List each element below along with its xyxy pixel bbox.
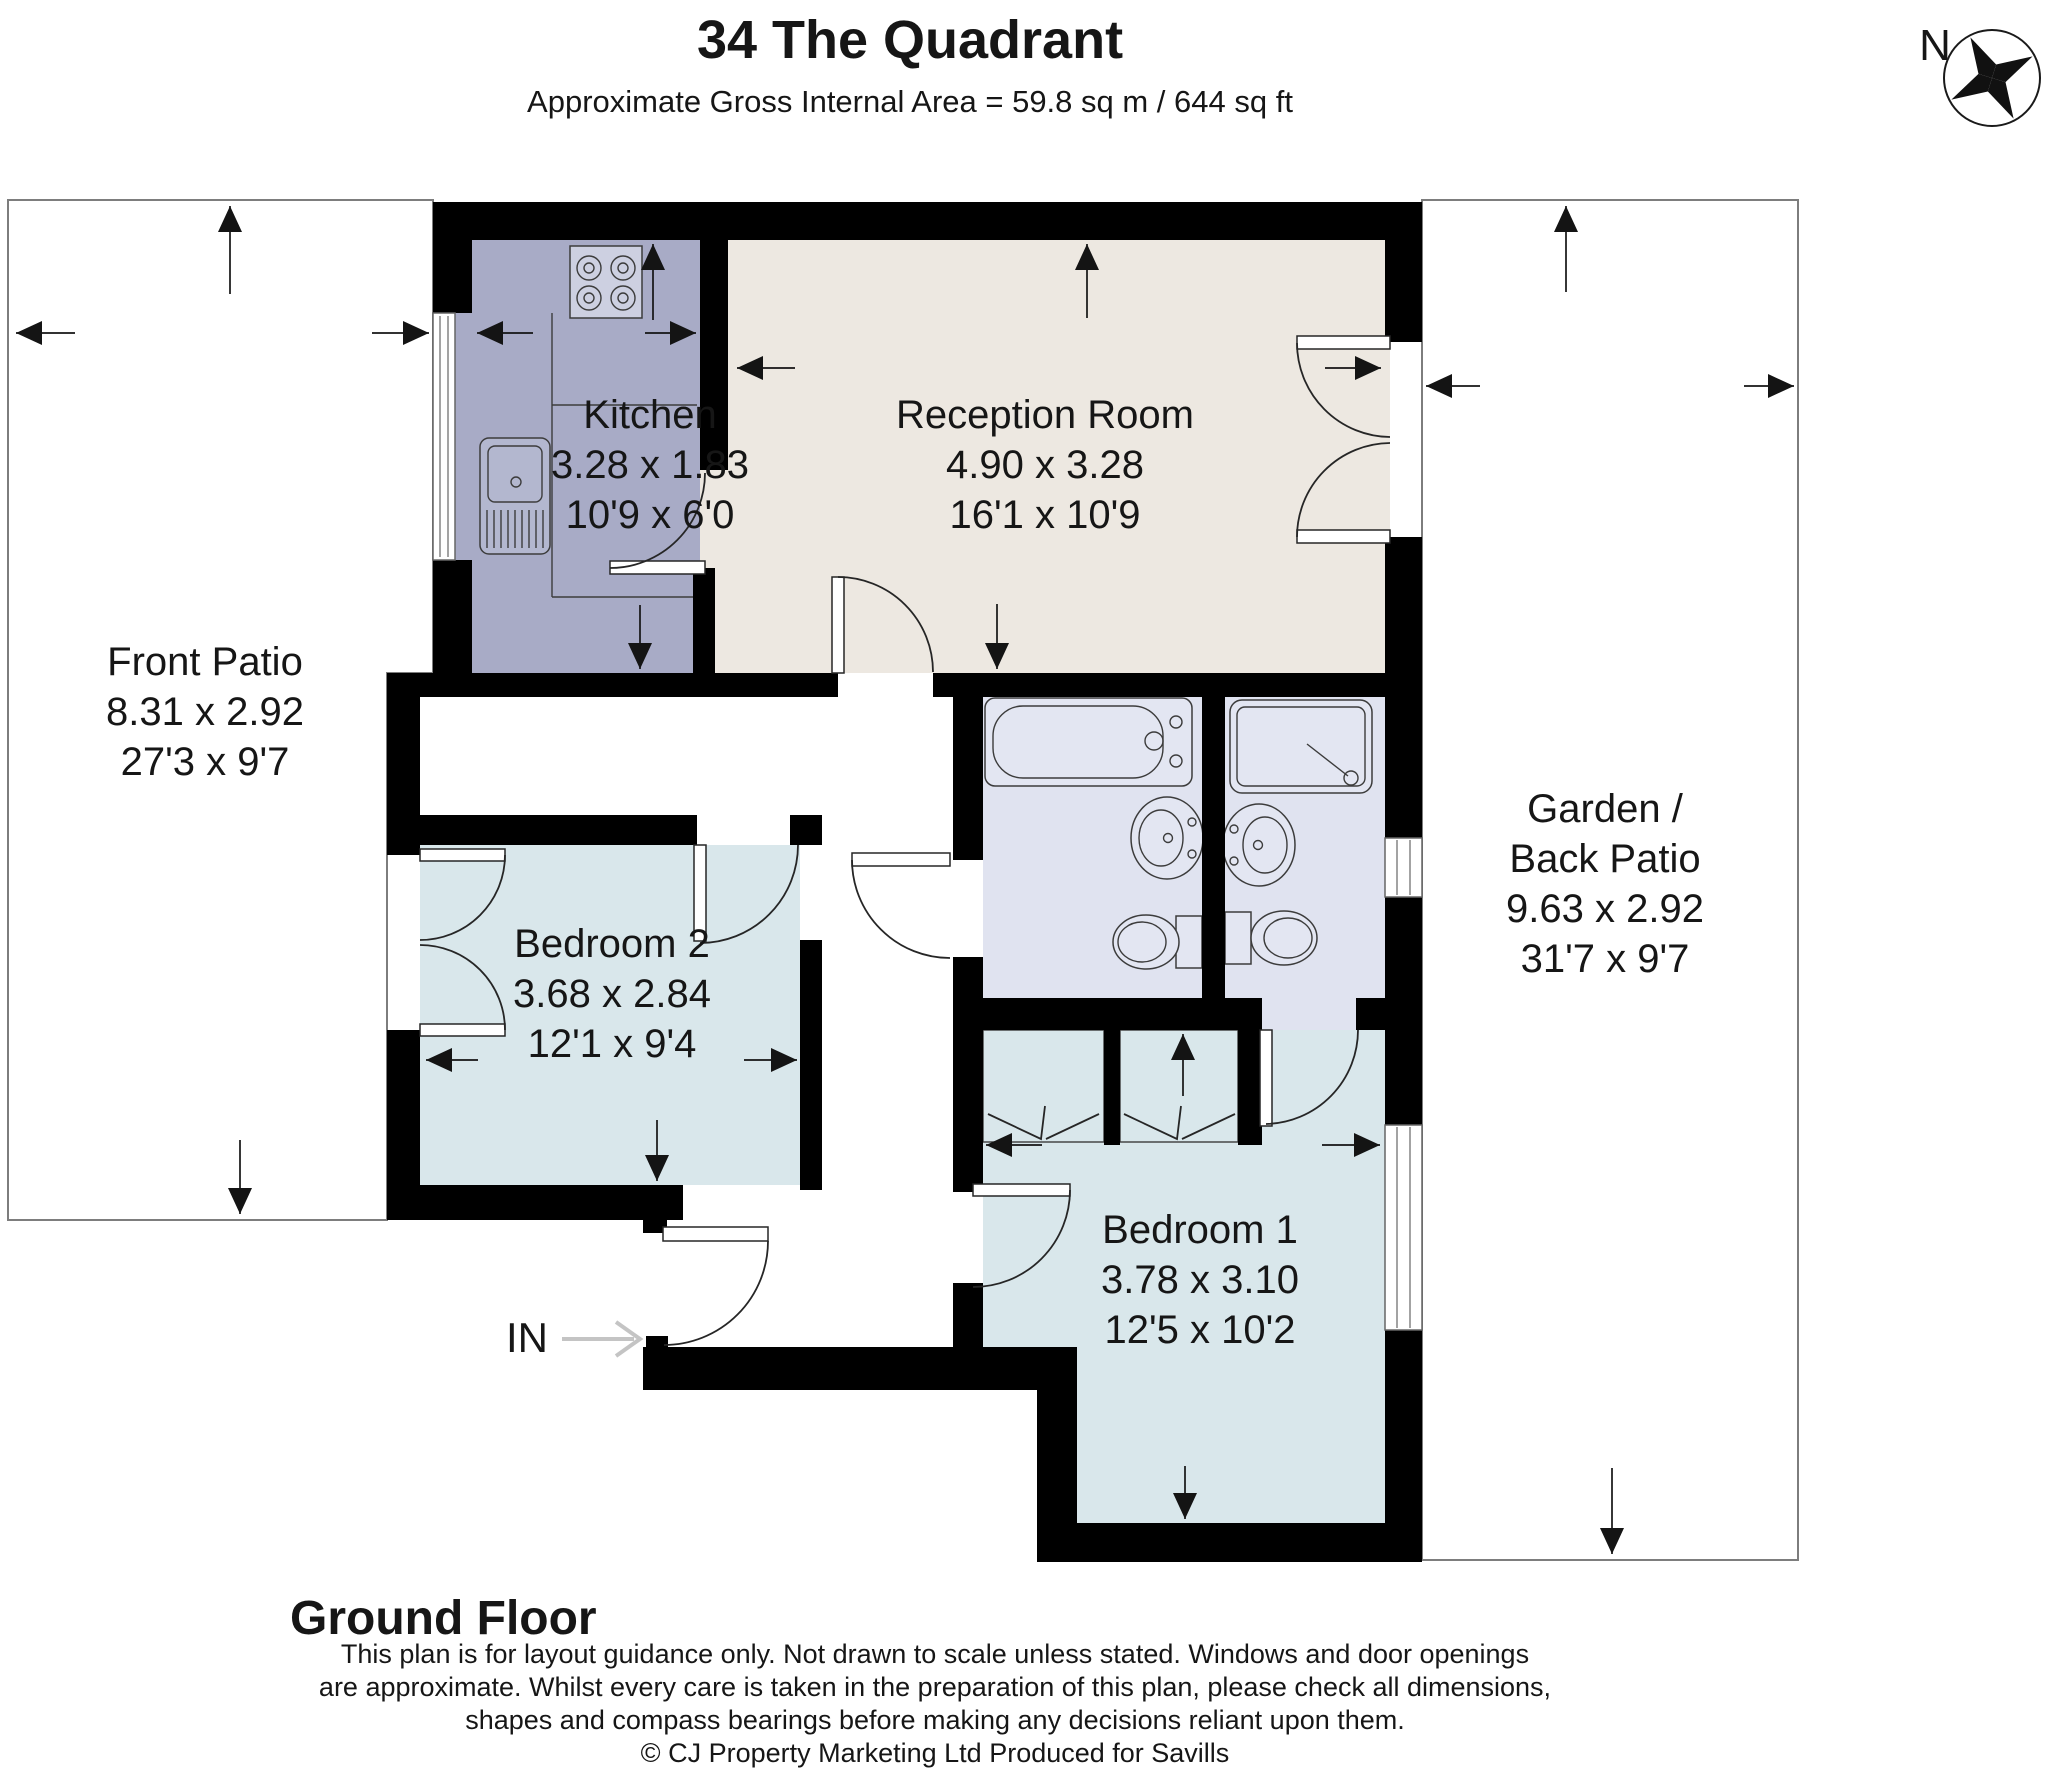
entrance-door bbox=[663, 1227, 768, 1345]
svg-text:Bedroom 2: Bedroom 2 bbox=[514, 922, 710, 966]
svg-text:12'5 x 10'2: 12'5 x 10'2 bbox=[1104, 1308, 1296, 1352]
svg-text:12'1 x 9'4: 12'1 x 9'4 bbox=[527, 1022, 697, 1066]
entrance-marker bbox=[506, 1314, 640, 1361]
shower-icon bbox=[1230, 700, 1372, 793]
svg-text:16'1 x 10'9: 16'1 x 10'9 bbox=[949, 493, 1141, 537]
ensuite-doorway-floor bbox=[1262, 998, 1356, 1030]
svg-text:Bedroom 1: Bedroom 1 bbox=[1102, 1208, 1298, 1252]
north-label: N bbox=[1919, 21, 1951, 70]
entrance-label: IN bbox=[506, 1314, 548, 1361]
svg-text:Front Patio: Front Patio bbox=[107, 640, 303, 684]
page-subtitle: Approximate Gross Internal Area = 59.8 sq m / 644 sq ft bbox=[527, 84, 1293, 119]
page-title: 34 The Quadrant bbox=[696, 10, 1124, 70]
svg-text:4.90 x 3.28: 4.90 x 3.28 bbox=[946, 443, 1144, 487]
svg-text:9.63 x 2.92: 9.63 x 2.92 bbox=[1506, 887, 1704, 931]
bedroom2-label bbox=[513, 922, 711, 1066]
bathroom-door bbox=[852, 853, 950, 958]
svg-text:Garden /: Garden / bbox=[1527, 787, 1683, 831]
svg-text:3.78 x 3.10: 3.78 x 3.10 bbox=[1101, 1258, 1299, 1302]
bedroom1-window bbox=[1385, 1125, 1422, 1330]
sink-icon bbox=[480, 438, 550, 554]
svg-text:Reception Room: Reception Room bbox=[896, 393, 1194, 437]
bathroom-basin-icon bbox=[1131, 797, 1203, 879]
bathtub-icon bbox=[985, 698, 1192, 786]
disclaimer-line-3: shapes and compass bearings before making any decisions reliant upon them. bbox=[465, 1705, 1405, 1735]
copyright-line: © CJ Property Marketing Ltd Produced for Savills bbox=[640, 1738, 1230, 1768]
ensuite-toilet-icon bbox=[1225, 911, 1317, 965]
disclaimer-line-1: This plan is for layout guidance only. Not drawn to scale unless stated. Windows and door openings bbox=[340, 1639, 1530, 1669]
kitchen-window bbox=[433, 313, 455, 560]
bedroom1-label bbox=[1101, 1208, 1299, 1352]
garden-label bbox=[1506, 787, 1704, 981]
svg-text:3.68 x 2.84: 3.68 x 2.84 bbox=[513, 972, 711, 1016]
svg-text:Back Patio: Back Patio bbox=[1509, 837, 1701, 881]
front-patio-label bbox=[106, 640, 304, 784]
svg-text:3.28 x 1.83: 3.28 x 1.83 bbox=[551, 443, 749, 487]
bathroom-toilet-icon bbox=[1113, 915, 1202, 969]
svg-text:10'9 x 6'0: 10'9 x 6'0 bbox=[565, 493, 735, 537]
ensuite-basin-icon bbox=[1223, 804, 1295, 886]
disclaimer-line-2: are approximate. Whilst every care is taken in the preparation of this plan, please check all dimensions, bbox=[318, 1672, 1552, 1702]
floor-title: Ground Floor bbox=[290, 1592, 597, 1645]
compass-rose-icon bbox=[1919, 16, 2048, 140]
ensuite-window bbox=[1385, 838, 1422, 897]
svg-text:31'7 x 9'7: 31'7 x 9'7 bbox=[1520, 937, 1690, 981]
svg-text:Kitchen: Kitchen bbox=[583, 393, 717, 437]
svg-text:27'3 x 9'7: 27'3 x 9'7 bbox=[120, 740, 290, 784]
svg-text:8.31 x 2.92: 8.31 x 2.92 bbox=[106, 690, 304, 734]
disclaimer bbox=[319, 1639, 1551, 1768]
